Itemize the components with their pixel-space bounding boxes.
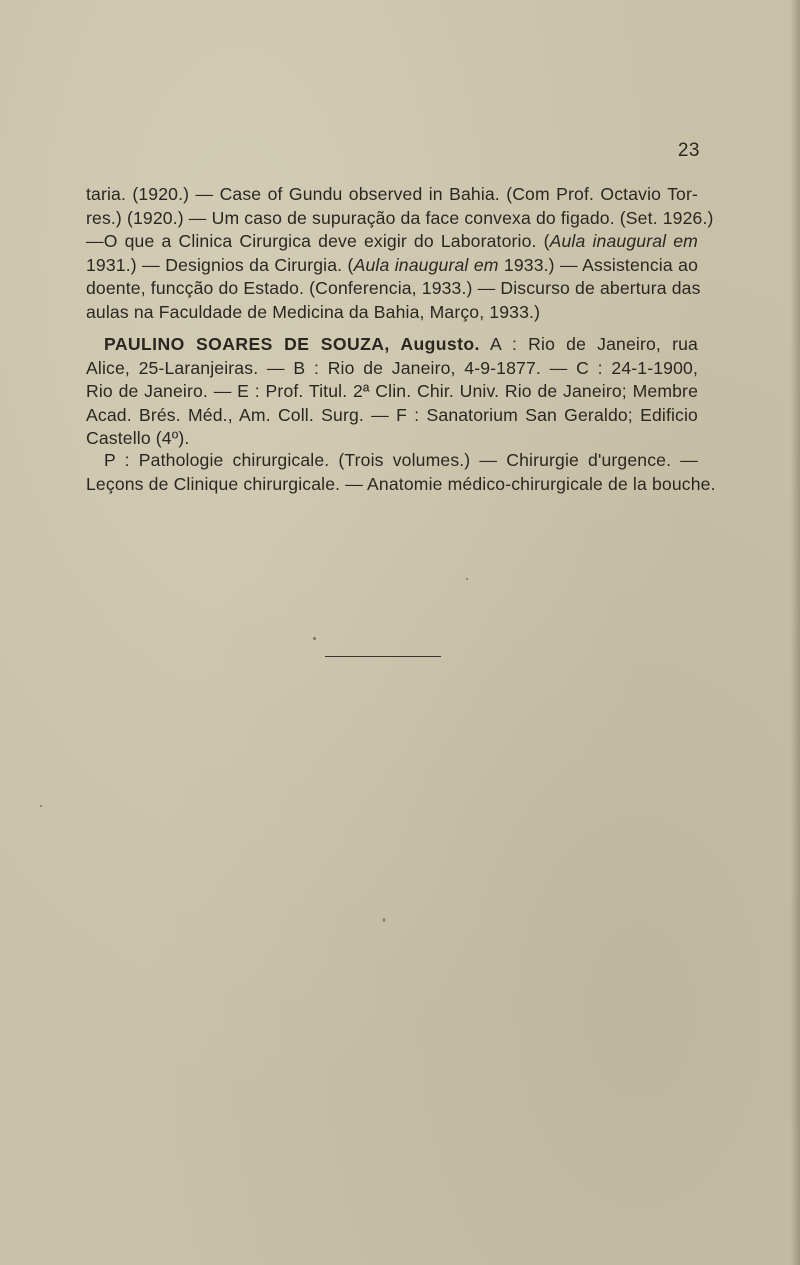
section-divider [325,656,441,657]
text-segment: 1933.) — Assistencia ao [498,254,698,275]
text-line: Castello (4º). [86,428,190,449]
text-line: aulas na Faculdade de Medicina da Bahia, Março, 1933.) [86,301,541,322]
paper-speck [383,918,385,922]
entry-publications [86,449,716,496]
text-segment: 1931.) — Designios da Cirurgia. ( [86,254,354,275]
text-line: Rio de Janeiro. — E : Prof. Titul. 2ª Clin. Chir. Univ. Rio de Janeiro; Membre [86,381,698,402]
page-number: 23 [677,140,700,161]
italic-segment: Aula inaugural em [549,231,698,252]
text-line: doente, funcção do Estado. (Conferencia, 1933.) — Discurso de abertura das [86,278,701,299]
text-segment: A : Rio de Janeiro, rua [479,334,698,354]
paper-speck [466,578,468,580]
entry-paulino-soares-de-souza [86,333,698,451]
paragraph-publications-continued [86,183,714,325]
text-line: taria. (1920.) — Case of Gundu observed in Bahia. (Com Prof. Octavio Tor- [86,184,698,204]
paper-speck [313,637,316,640]
text-line [86,333,698,357]
text-line [86,230,698,254]
text-segment: —O que a Clinica Cirurgica deve exigir do Laboratorio. ( [86,231,550,252]
text-line [86,254,698,278]
page-edge-shadow [790,0,800,1265]
text-line: Acad. Brés. Méd., Am. Coll. Surg. — F : Sanatorium San Geraldo; Edificio [86,404,698,425]
italic-segment: Aula inaugural em [353,254,499,275]
paper-speck [40,805,42,807]
text-line: Leçons de Clinique chirurgicale. — Anatomie médico-chirurgicale de la bouche. [86,473,716,494]
text-line: P : Pathologie chirurgicale. (Trois volumes.) — Chirurgie d'urgence. — [104,450,698,470]
entry-name: PAULINO SOARES DE SOUZA, Augusto. [104,334,480,354]
text-line: Alice, 25-Laranjeiras. — B : Rio de Janeiro, 4-9-1877. — C : 24-1-1900, [86,357,698,378]
text-line: res.) (1920.) — Um caso de supuração da face convexa do figado. (Set. 1926.) [86,207,714,228]
